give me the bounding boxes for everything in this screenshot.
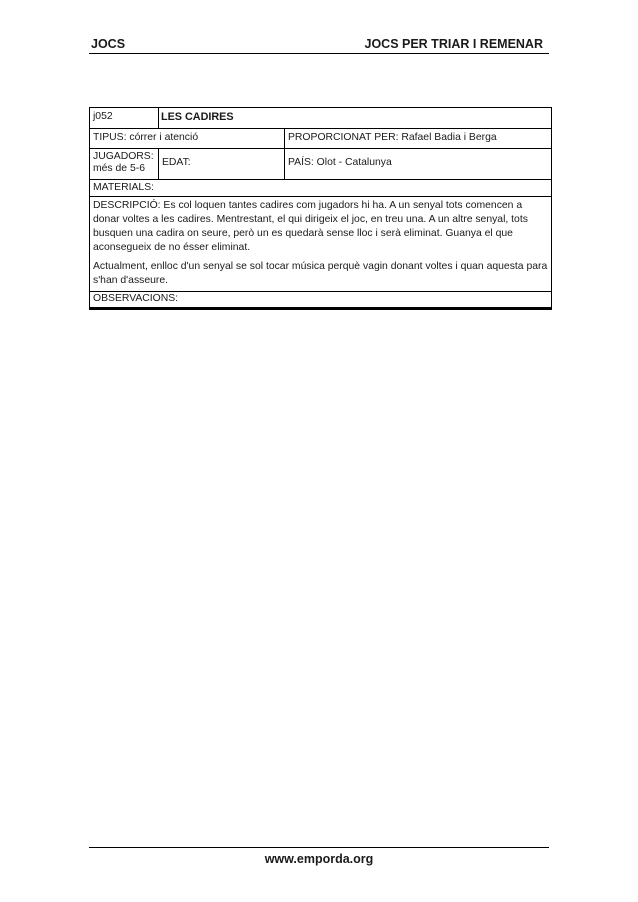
sheet-observations-row	[90, 292, 551, 309]
sheet-description-row	[90, 197, 551, 292]
players-value: més de 5-6	[93, 163, 145, 174]
sheet-type-row	[90, 129, 551, 149]
observations-label: OBSERVACIONS:	[93, 293, 179, 304]
page-header	[89, 37, 549, 54]
players-cell	[90, 149, 158, 179]
sheet-title-row	[90, 108, 551, 129]
header-collection-title: JOCS PER TRIAR I REMENAR	[364, 37, 543, 51]
sheet-players-row	[90, 149, 551, 180]
description-cell	[90, 197, 551, 291]
provided-by: PROPORCIONAT PER: Rafael Badia i Berga	[284, 129, 551, 148]
players-label: JUGADORS:	[93, 151, 154, 162]
age-cell: EDAT:	[158, 149, 284, 179]
game-sheet	[89, 107, 552, 310]
header-section-title: JOCS	[91, 37, 126, 51]
sheet-materials-row	[90, 180, 551, 197]
game-type: TIPUS: córrer i atenció	[93, 132, 199, 143]
game-id: j052	[93, 111, 113, 122]
page-footer	[89, 847, 549, 866]
description-note: Actualment, enlloc d'un senyal se sol tocar música perquè vagin donant voltes i quan aquesta para s'han d'asseure.	[93, 261, 548, 286]
description-text: DESCRIPCIÓ: Es col loquen tantes cadires com jugadors hi ha. A un senyal tots comencen a donar voltes a les cadires. Mentrestant, el qui dirigeix el joc, en treu una. A un altre senyal, tots busquen una cadira on seure, però un es quedarà sense lloc i serà eliminat. Guanya el que aconsegueix de no ésser eliminat.	[93, 200, 528, 253]
country-cell: PAÍS: Olot - Catalunya	[284, 149, 551, 179]
materials-label: MATERIALS:	[93, 182, 155, 193]
footer-url[interactable]: www.emporda.org	[264, 852, 374, 866]
game-title: LES CADIRES	[158, 108, 551, 128]
